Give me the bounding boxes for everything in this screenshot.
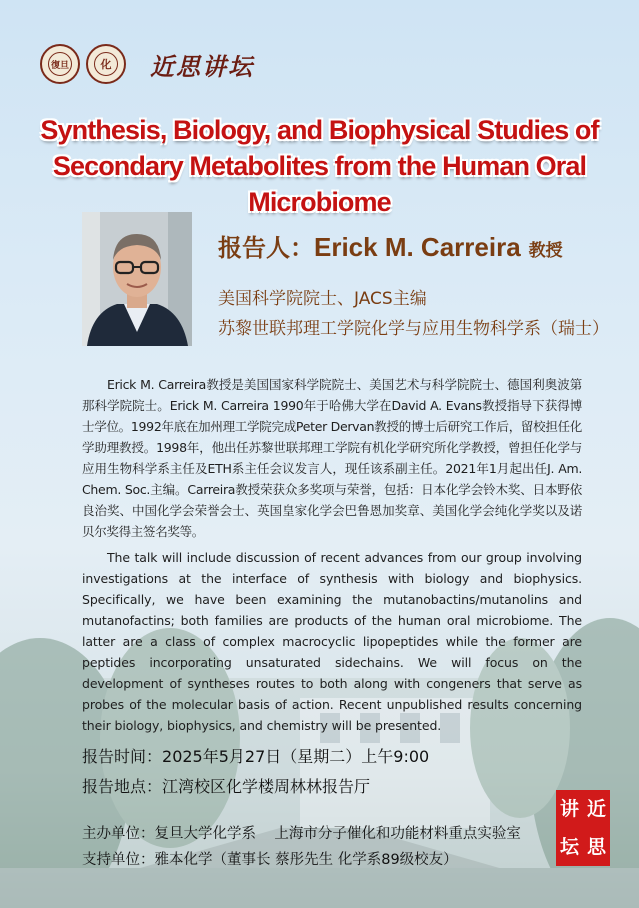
fudan-university-logo xyxy=(40,44,80,84)
talk-title-line-2: Secondary Metabolites from the Human Oral Microbiome xyxy=(52,151,587,217)
speaker-biography: Erick M. Carreira教授是美国国家科学院院士、美国艺术与科学院院士、德国利奥波第那科学院院士。Erick M. Carreira 1990年于哈佛大学在David A. Evans教授指导下获得博士学位。1992年底在加州理工学院完成Peter Dervan教授的博士后研究工作后，留校担任化学助理教授。1998年，他出任苏黎世联邦理工学院有机化学研究所化学教授，曾担任化学与应用生物科学系主任及ETH系主任会议发言人，现任该系副主任。2021年1月起出任J. Am. Chem. Soc.主编。Carreira教授荣获众多奖项与荣誉，包括：日本化学会铃木奖、日本野依良治奖、中国化学会荣誉会士、英国皇家化学会巴鲁恩加奖章、美国化学会纯化学奖以及诺贝尔奖得主签名奖等。 xyxy=(82,377,582,539)
event-place-value: 江湾校区化学楼周林林报告厅 xyxy=(162,777,371,796)
header xyxy=(40,42,254,86)
speaker-photo xyxy=(82,212,192,346)
speaker-title: 教授 xyxy=(528,241,563,261)
speaker-affiliation-2: 苏黎世联邦理工学院化学与应用生物科学系（瑞士） xyxy=(218,319,609,339)
host-label: 主办单位： xyxy=(82,826,155,842)
fudan-chemistry-logo xyxy=(86,44,126,84)
chemistry-logo-text: 化 xyxy=(94,52,118,76)
speaker-name: Erick M. Carreira xyxy=(314,232,521,262)
support-organizer xyxy=(82,848,458,869)
event-time-label: 报告时间： xyxy=(82,747,163,766)
support-label: 支持单位： xyxy=(82,852,155,868)
lecture-seal-stamp xyxy=(556,790,610,866)
speaker-affiliation-1: 美国科学院院士、JACS主编 xyxy=(218,289,427,309)
stamp-char-4: 思 xyxy=(586,835,606,858)
fudan-logo-text: 復旦 xyxy=(48,52,72,76)
talk-title-line-1: Synthesis, Biology, and Biophysical Studies of xyxy=(40,115,599,145)
event-time-value: 2025年5月27日（星期二）上午9:00 xyxy=(162,747,430,766)
host-organizer xyxy=(82,822,521,843)
lecture-series-name: 近思讲坛 xyxy=(150,51,254,81)
event-place xyxy=(82,774,370,797)
event-time xyxy=(82,744,429,767)
talk-abstract: The talk will include discussion of recent advances from our group involving investigations at the interface of synthesis with biology and biophysics. Specifically, we have been examining the mutanobactins/mutanolins and mutanofactins; both families are products of the human oral microbiome. The latter are a class of complex macrocyclic lipopeptides while the former are peptides incorporating unsaturated sidechains. We will focus on the development of syntheses routes to both along with congeners that serve as probes of the molecular basis of action. Recent unpublished results concerning their biology, biophysics, and chemistry will be presented. xyxy=(82,550,582,733)
speaker-label: 报告人： xyxy=(218,234,314,262)
event-place-label: 报告地点： xyxy=(82,777,163,796)
host-value: 复旦大学化学系 上海市分子催化和功能材料重点实验室 xyxy=(154,826,521,842)
stamp-char-3: 坛 xyxy=(559,835,579,858)
stamp-char-2: 近 xyxy=(586,797,606,820)
speaker-line xyxy=(218,228,563,263)
talk-title xyxy=(0,112,639,220)
support-value: 雅本化学（董事长 蔡彤先生 化学系89级校友） xyxy=(154,852,458,868)
stamp-char-1: 讲 xyxy=(559,797,579,820)
